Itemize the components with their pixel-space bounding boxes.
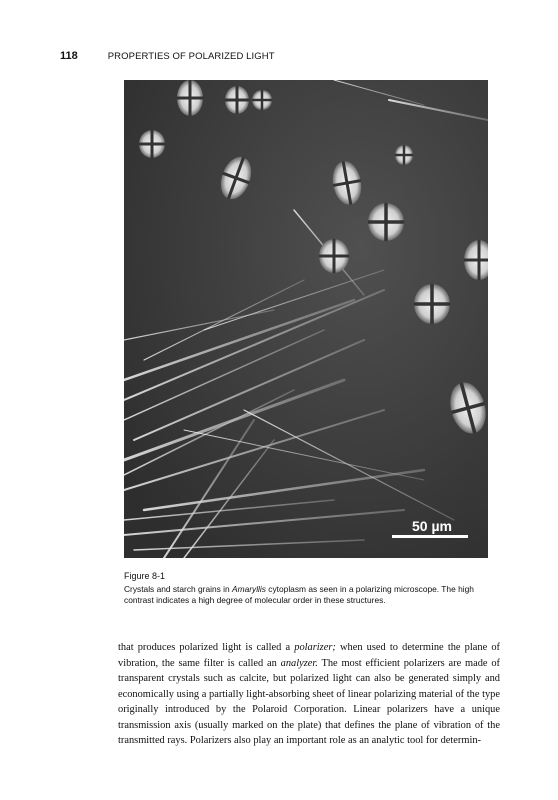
micrograph-figure [124,80,488,558]
figure-caption [124,584,504,606]
micrograph-image [124,80,488,558]
scale-bar [392,535,468,538]
page-header [60,50,275,64]
caption-text: cytoplasm as seen in a polarizing microscope. The high contrast indicates a high degree of molecular order in these structures. [124,584,474,605]
term-analyzer: analyzer. [280,657,318,669]
body-paragraph [118,640,500,749]
scale-bar-label: 50 µm [412,518,452,534]
body-text-segment: that produces polarized light is called a [118,642,295,653]
term-polarizer: polarizer; [294,642,336,653]
figure-label: Figure 8-1 [124,571,166,581]
body-text-segment: when used to determine the plane of vibration, the same filter is called an [118,642,500,669]
caption-text: Crystals and starch grains in [124,584,232,594]
running-head: PROPERTIES OF POLARIZED LIGHT [107,51,275,62]
caption-italic-term: Amaryllis [232,584,266,594]
page-number: 118 [60,50,78,62]
body-text-segment: The most efficient polarizers are made of transparent crystals such as calcite, but polarized light can also be generated simply and economically using a partially light-absorbing sheet of linear polarizing material of the type originally introduced by the Polaroid Corporation. Linear polarizers have a unique transmission axis (usually marked on the plate) that defines the plane of vibration of the transmitted rays. Polarizers also play an important role as an analytic tool for determin- [118,657,500,746]
